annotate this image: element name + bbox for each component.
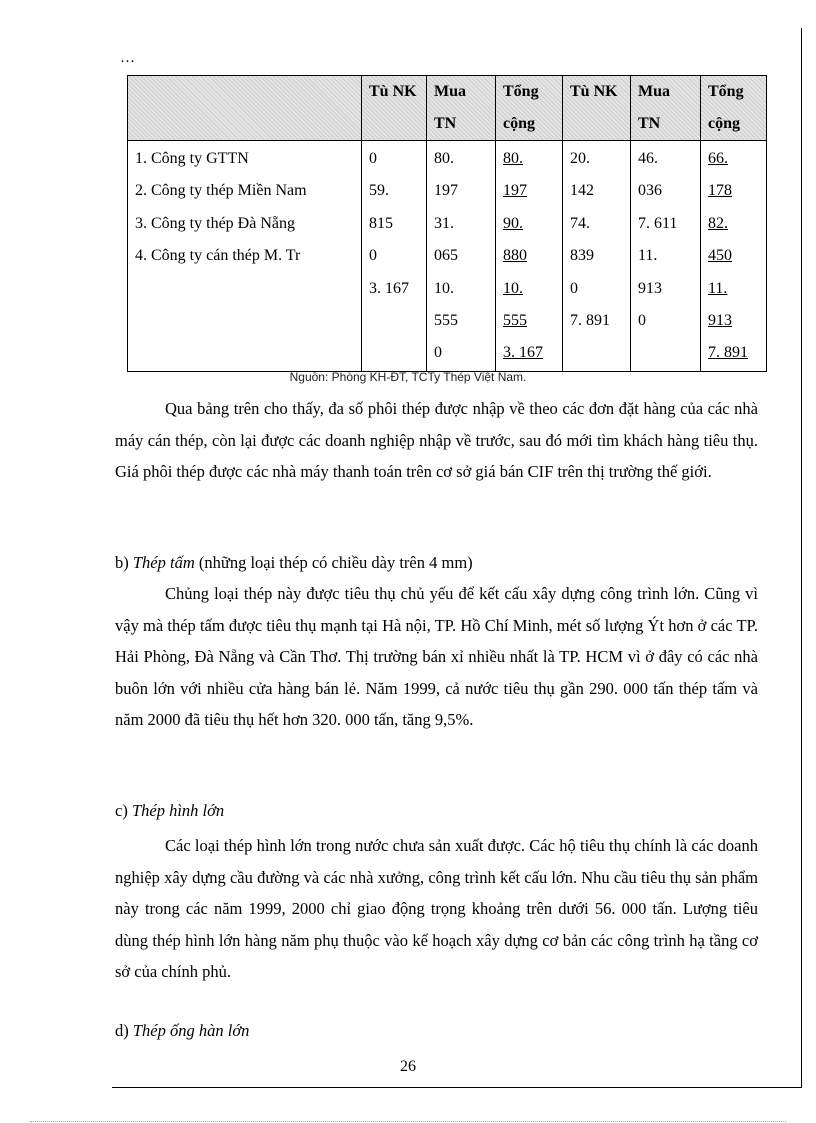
table-line: 1. Công ty GTTN (135, 150, 249, 167)
table-line: 31. (434, 214, 454, 232)
table-line: 555 (434, 312, 458, 330)
section-heading-c (115, 799, 224, 823)
table-line: 555 (503, 312, 527, 330)
value-cell (563, 141, 631, 372)
table-line: 10. (503, 279, 523, 297)
table-line: 913 (638, 279, 662, 297)
table-line: 815 (369, 214, 393, 232)
section-heading-b (115, 551, 473, 575)
section-prefix: c) (115, 801, 132, 820)
table-line: 0 (369, 150, 377, 167)
total-cell (701, 141, 767, 372)
table-line: 66. (708, 150, 728, 167)
page-number: 26 (400, 1058, 416, 1075)
section-heading-d (115, 1019, 249, 1043)
table-row (128, 141, 767, 372)
table-line: 20. (570, 150, 590, 167)
table-header-cell: Tổng cộng (496, 76, 563, 141)
value-cell (631, 141, 701, 372)
table-line: 065 (434, 247, 458, 265)
section-prefix: b) (115, 553, 133, 572)
section-title: Thép hình lớn (131, 801, 225, 820)
table-line: 7. 891 (570, 312, 610, 330)
table-line: 4. Công ty cán thép M. Tr (135, 247, 301, 265)
consumption-table (127, 75, 767, 372)
paragraph-steel-plate: Chủng loại thép này được tiêu thụ chủ yếu để kết cấu xây dựng công trình lớn. Cũng vì vậy mà thép tấm được tiêu thụ mạnh tại Hà nội, TP. Hồ Chí Minh, mét số lượng Ýt hơn ở các TP. Hải Phòng, Đà Nẵng và Cần Thơ. Thị trường bán xỉ nhiều nhất là TP. HCM vì ở đây có các nhà buôn lớn với nhiều cửa hàng bán lẻ. Năm 1999, cả nước tiêu thụ gần 290. 000 tấn thép tấm và năm 2000 đã tiêu thụ hết hơn 320. 000 tấn, tăng 9,5%. (115, 584, 758, 729)
table-line: 11. (708, 279, 728, 297)
table-line: 197 (434, 182, 458, 200)
table-line: 0 (434, 344, 442, 362)
value-cell (362, 141, 427, 372)
table-line: 036 (638, 182, 662, 200)
table-line: 7. 611 (638, 214, 678, 232)
table-line: 7. 891 (708, 344, 748, 362)
table-header-row (128, 76, 767, 141)
table-header-cell (128, 76, 362, 141)
table-line: 3. Công ty thép Đà Nẵng (135, 214, 295, 232)
table-line: 2. Công ty thép Miền Nam (135, 182, 307, 200)
table-line: 197 (503, 182, 527, 200)
table-header-cell: Tổng cộng (701, 76, 767, 141)
table-line: 913 (708, 312, 732, 330)
paragraph-billet-import: Qua bảng trên cho thấy, đa số phôi thép được nhập về theo các đơn đặt hàng của các nhà máy cán thép, còn lại được các doanh nghiệp nhập về trước, sau đó mới tìm khách hàng tiêu thụ. Giá phôi thép được các nhà máy thanh toán trên cơ sở giá bán CIF trên thị trường thế giới. (115, 399, 758, 481)
table-line: 0 (570, 279, 578, 297)
table-header-cell: Tù NK (563, 76, 631, 141)
paragraph-large-section-steel: Các loại thép hình lớn trong nước chưa sản xuất được. Các hộ tiêu thụ chính là các doanh nghiệp xây dựng cầu đường và các nhà xưởng, công trình kết cấu lớn. Nhu cầu tiêu thụ sản phẩm này trong các năm 1999, 2000 chỉ giao động trọng khoảng trên dưới 56. 000 tấn. Lượng tiêu dùng thép hình lớn hàng năm phụ thuộc vào kế hoạch xây dựng cơ bản các công trình hạ tầng cơ sở của chính phủ. (115, 836, 758, 981)
table-header-cell: Tù NK (362, 76, 427, 141)
page-bottom-divider (30, 1121, 786, 1122)
ellipsis: … (120, 50, 135, 66)
table-line: 82. (708, 214, 728, 232)
table-line: 80. (503, 150, 523, 167)
table-line: 59. (369, 182, 389, 200)
table-line: 90. (503, 214, 523, 232)
value-cell (427, 141, 496, 372)
table-line: 80. (434, 150, 454, 167)
table-line: 46. (638, 150, 658, 167)
table-line: 0 (638, 312, 646, 330)
section-suffix: (những loại thép có chiều dày trên 4 mm) (194, 553, 473, 572)
table-line: 178 (708, 182, 732, 200)
table-line: 74. (570, 214, 590, 232)
table-line: 10. (434, 279, 454, 297)
section-prefix: d) (115, 1021, 133, 1040)
total-cell (496, 141, 563, 372)
company-names-cell (128, 141, 362, 372)
table-line: 450 (708, 247, 732, 265)
table-header-cell: Mua TN (427, 76, 496, 141)
table-line: 11. (638, 247, 658, 265)
table-line: 839 (570, 247, 594, 265)
table-line: 880 (503, 247, 527, 265)
table-line: 3. 167 (369, 279, 409, 297)
table-line: 142 (570, 182, 594, 200)
table-line: 0 (369, 247, 377, 265)
table-source-caption: Nguồn: Phòng KH-ĐT, TCTy Thép Việt Nam. (289, 370, 527, 384)
table-line: 3. 167 (503, 344, 543, 362)
table-header-cell: Mua TN (631, 76, 701, 141)
section-title: Thép ống hàn lớn (132, 1021, 250, 1040)
section-title: Thép tấm (132, 553, 195, 572)
